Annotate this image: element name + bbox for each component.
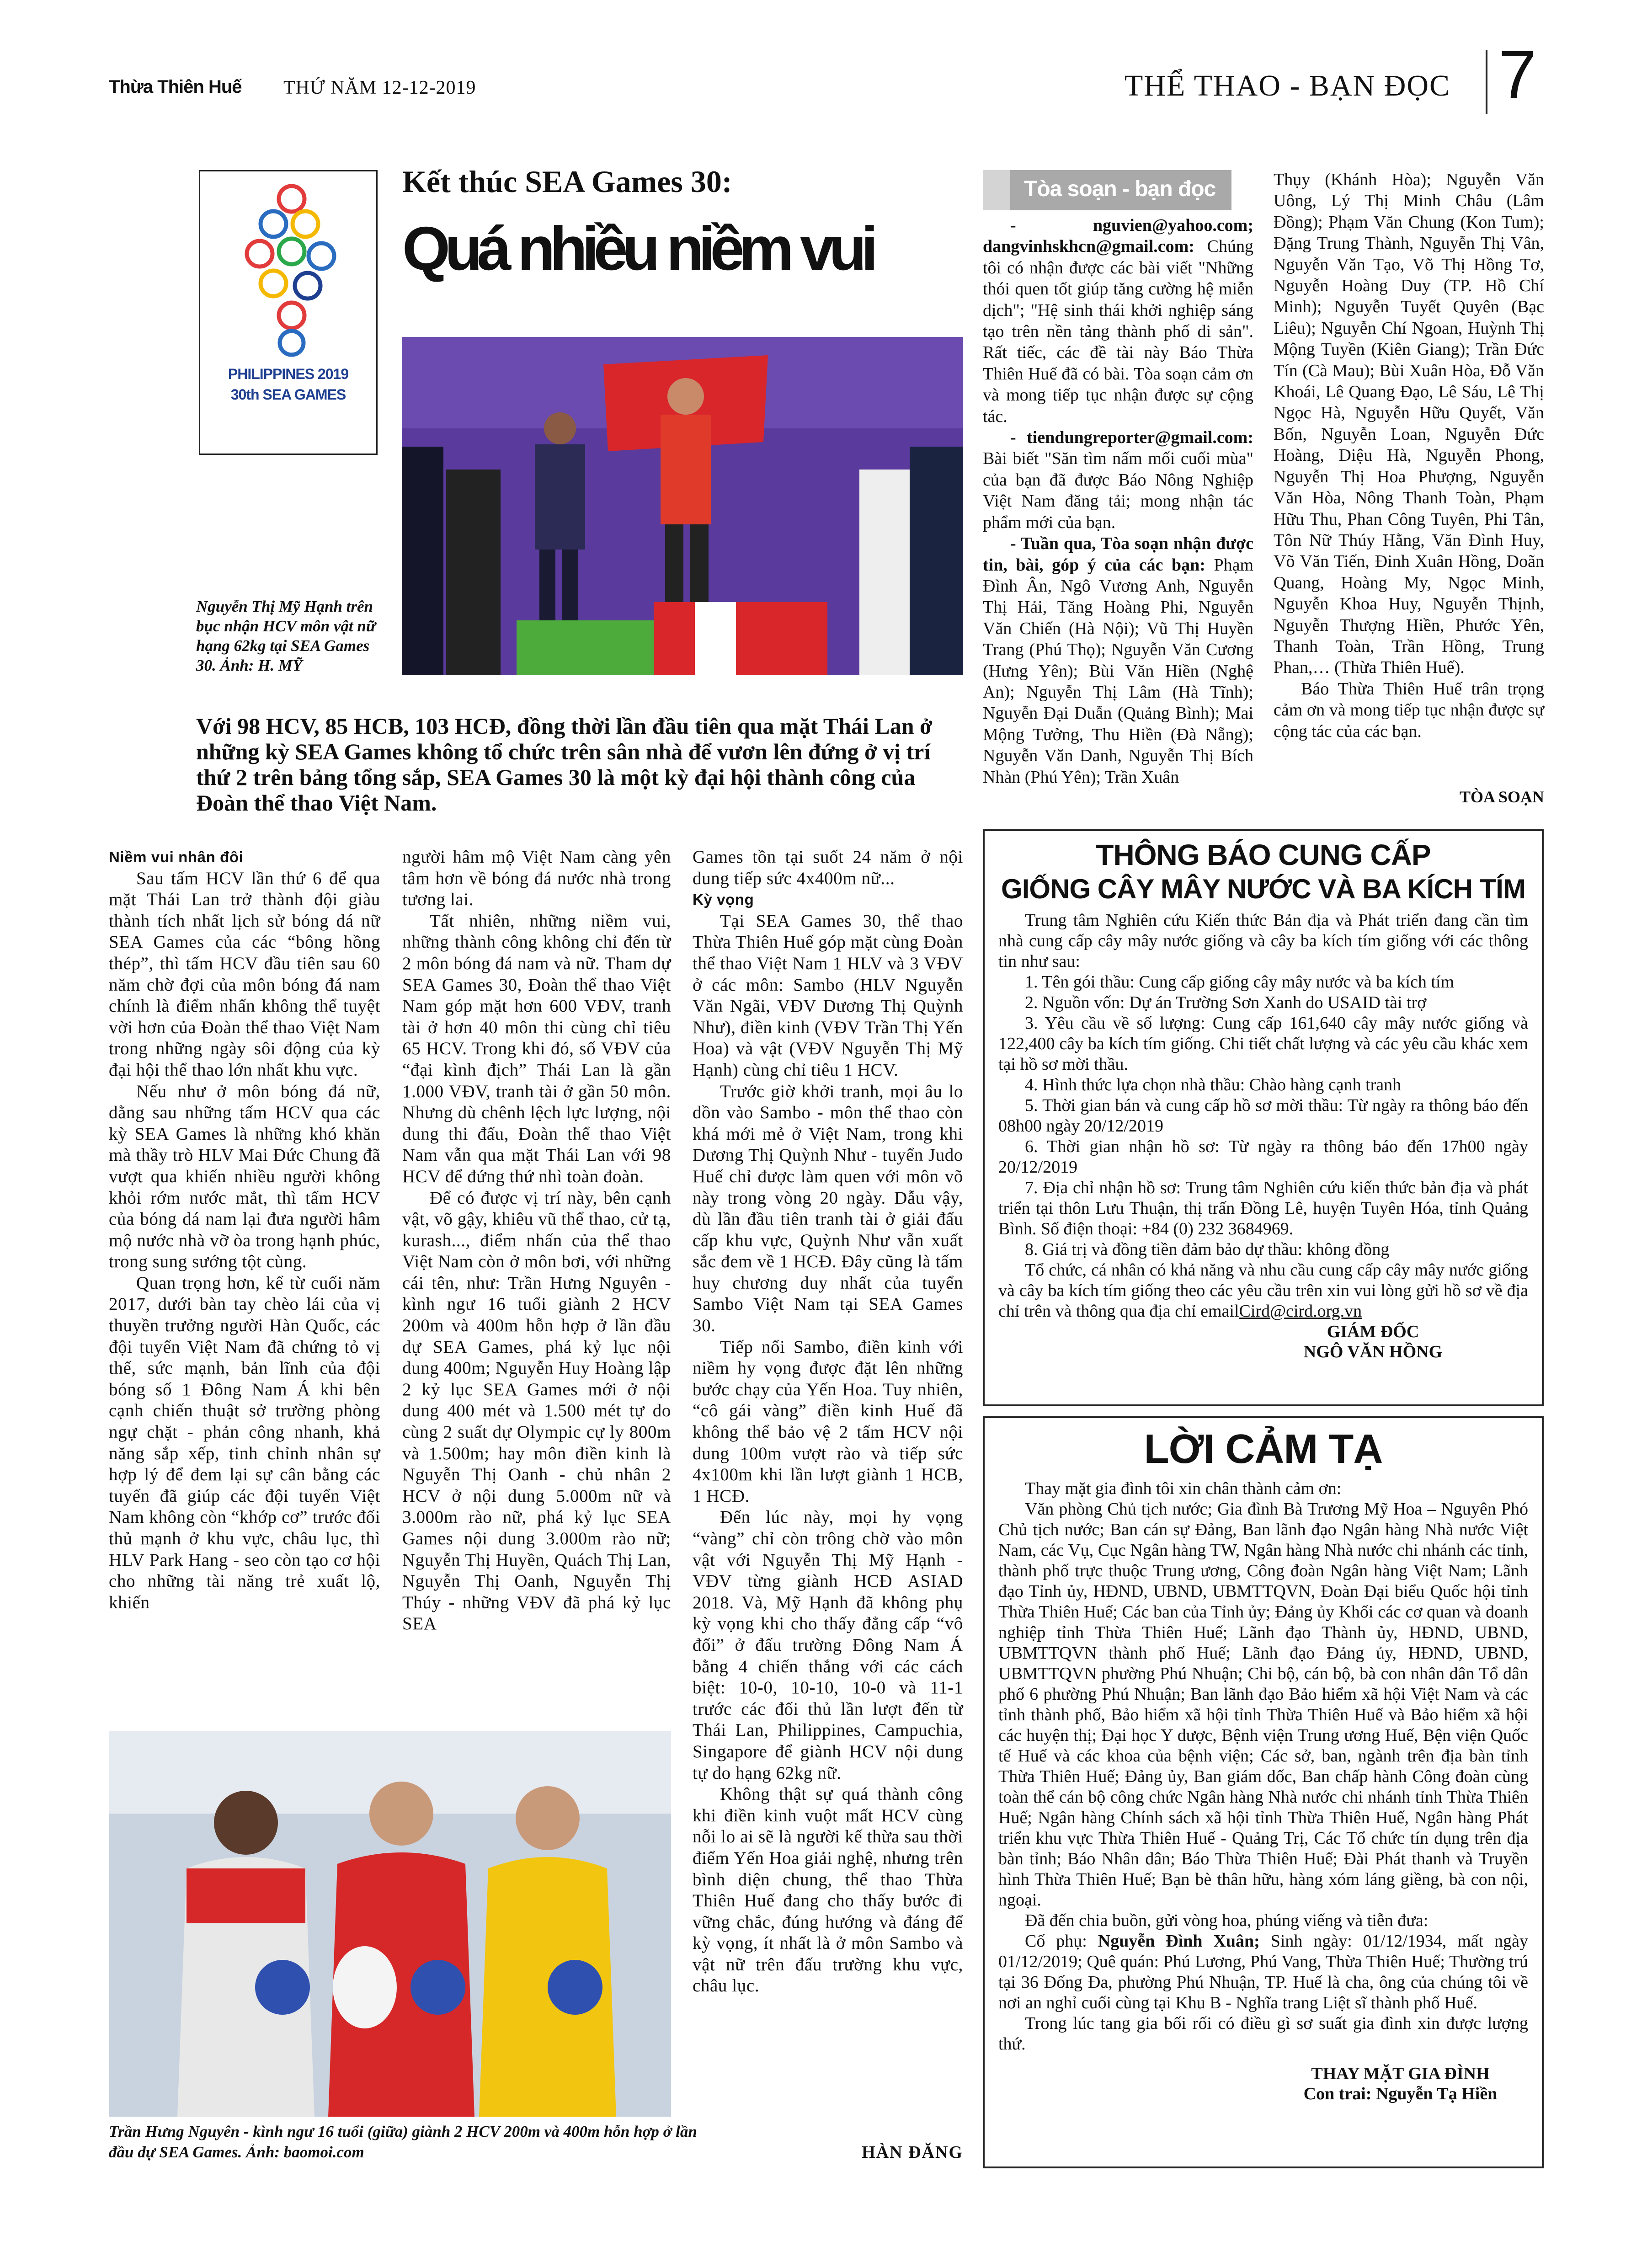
- divider: [1486, 50, 1487, 114]
- article-column-3: [693, 847, 963, 1997]
- section-tag-label: Tòa soạn - bạn đọc: [1024, 177, 1216, 201]
- notice-body: [985, 910, 1542, 1322]
- article-headline: Quá nhiều niềm vui: [402, 214, 873, 283]
- text: Báo Thừa Thiên Huế trân trọng cảm ơn và mong tiếp tục nhận được sự cộng tác của các bạn.: [1274, 679, 1544, 741]
- thanks-sign-name: Con trai: Nguyễn Tạ Hiền: [1303, 2084, 1498, 2103]
- text: Để có được vị trí này, bên cạnh vật, võ gậy, khiêu vũ thể thao, cử tạ, kurash..., điểm nhấn của thể thao Việt Nam còn ở môn bơi, với những cái tên, như: Trần Hưng Nguyên - kình ngư 16 tuổi giành 2 HCV 200m và 400m hỗn hợp ở lần đầu dự SEA Games, phá kỷ lục nội dung 400m; Nguyễn Huy Hoàng lập 2 kỷ lục SEA Games mới ở nội dung 400 mét và 1.500 mét tự do cùng 2 suất dự Olympic cự ly 800m và 1.500m; hay môn điền kinh là Nguyễn Thị Oanh - chủ nhân 2 HCV ở nội dung 5.000m nữ và 3.000m rào nữ, phá kỷ lục SEA Games nội dung 3.000m rào nữ; Nguyễn Thị Huyền, Quách Thị Lan, Nguyễn Thị Oanh, Nguyễn Thị Thúy - những VĐV đã phá kỷ lục SEA: [402, 1188, 671, 1634]
- paragraph: [402, 1188, 671, 1635]
- text: 7. Địa chỉ nhận hồ sơ: Trung tâm Nghiên cứu kiến thức bản địa và phát triển tại thôn Lưu Thuận, thị trấn Đồng Lê, huyện Tuyên Hóa, tỉnh Quảng Bình. Số điện thoại: +84 (0) 232 3684969.: [998, 1178, 1528, 1238]
- paragraph: [693, 1337, 963, 1507]
- sea-games-rings-icon: [223, 181, 356, 359]
- text: Đến lúc này, mọi hy vọng “vàng” chỉ còn trông chờ vào môn vật với Nguyễn Thị Mỹ Hạnh - VĐV từng giành HCĐ ASIAD 2018. Và, Mỹ Hạnh đã không phụ kỳ vọng khi cho thấy đẳng cấp “vô đối” ở đấu trường Đông Nam Á bằng 4 chiến thắng với các cách biệt: 10-0, 10-10, 10-0 và 11-1 trước các đối thủ lần lượt đến từ Thái Lan, Philippines, Campuchia, Singapore để giành HCV nội dung tự do hạng 62kg nữ.: [693, 1507, 963, 1783]
- bold-lead: Nguyễn Đình Xuân;: [1098, 1932, 1260, 1951]
- paragraph: [998, 2013, 1528, 2055]
- paragraph: [693, 847, 963, 889]
- notice-sign-name: NGÔ VĂN HỒNG: [1303, 1342, 1443, 1361]
- bold-lead: - tiendungreporter@gmail.com:: [1010, 428, 1253, 448]
- readers-column-1: [983, 215, 1253, 788]
- article-column-2: [402, 847, 671, 1635]
- subheading: [693, 889, 963, 911]
- section-title: THỂ THAO - BẠN ĐỌC: [1125, 69, 1451, 102]
- text: Bài biết "Săn tìm nấm mối cuối mùa" của bạn đã được Báo Nông Nghiệp Việt Nam đăng tải; mong nhận tác phẩm mới của bạn.: [983, 449, 1253, 532]
- thanks-body: [985, 1478, 1542, 2055]
- author-byline: HÀN ĐĂNG: [862, 2143, 963, 2162]
- paragraph: [109, 1273, 380, 1614]
- text: Quan trọng hơn, kể từ cuối năm 2017, dưới bàn tay chèo lái của vị thuyền trưởng người Hàn Quốc, các đội tuyển Việt Nam đã chứng tỏ vị thế, sức mạnh, bản lĩnh của đội bóng số 1 Đông Nam Á khi bên cạnh chiến thuật sở trường phòng ngự chặt - phản công nhanh, khả năng sắp xếp, tinh chỉnh nhân sự hợp lý để đem lại sự cân bằng các tuyến đã giúp các đội tuyển Việt Nam không còn “khớp cơ” trước đối thủ mạnh ở khu vực, châu lục, thì HLV Park Hang - seo còn tạo cơ hội cho những tài năng trẻ xuất lộ, khiến: [109, 1273, 380, 1612]
- article-lead: Với 98 HCV, 85 HCB, 103 HCĐ, đồng thời lần đầu tiên qua mặt Thái Lan ở những kỳ SEA Games không tổ chức trên sân nhà để vươn lên đứng ở vị trí thứ 2 trên bảng tổng sắp, SEA Games 30 là một kỳ đại hội thành công của Đoàn thể thao Việt Nam.: [196, 713, 933, 816]
- page-number: 7: [1498, 36, 1537, 113]
- paragraph: [998, 1137, 1528, 1178]
- paragraph: [998, 1178, 1528, 1239]
- bold-lead: - nguvien@yahoo.com; dangvinhskhcn@gmail.com:: [983, 216, 1253, 256]
- readers-column-2: [1274, 169, 1544, 742]
- notice-sign-title: GIÁM ĐỐC: [1327, 1322, 1419, 1341]
- text: 8. Giá trị và đồng tiền đảm bảo dự thầu: không đồng: [1025, 1239, 1390, 1259]
- text: Văn phòng Chủ tịch nước; Gia đình Bà Trương Mỹ Hoa – Nguyên Phó Chủ tịch nước; Ban cán sự Đảng, Ban lãnh đạo Ngân hàng Nhà nước Việt Nam, các Vụ, Cục Ngân hàng TW, Ngân hàng Nhà nước chi nhánh các tỉnh, thành phố trực thuộc Trung ương, Công đoàn Ngân hàng Việt Nam; Lãnh đạo Tỉnh ủy, HĐND, UBND, UBMTTQVN, Đoàn Đại biểu Quốc hội tỉnh Thừa Thiên Huế; Các ban của Tỉnh ủy; Đảng ủy Khối các cơ quan và doanh nghiệp tỉnh Thừa Thiên Huế; Lãnh đạo Thành ủy, HĐND, UBND, UBMTTQVN thành phố Huế; Lãnh đạo Đảng ủy, HĐND, UBND, UBMTTQVN phường Phú Nhuận; Chi bộ, cán bộ, bà con nhân dân Tổ dân phố 6 phường Phú Nhuận; Ban lãnh đạo Bảo hiểm xã hội Việt Nam và các tỉnh thành phố, Bảo hiểm xã hội tỉnh Thừa Thiên Huế và Bảo hiểm xã hội các huyện thị; Đại học Y dược, Bệnh viện Trung ương Huế, Bện viện Quốc tế Huế và các khoa của bệnh viện; Các sở, ban, ngành trên địa bàn tỉnh Thừa Thiên Huế; Đảng ủy, Ban giám dốc, Ban chấp hành Công đoàn cùng toàn thể cán bộ công chức Ngân hàng Nhà nước chi nhánh tỉnh Thừa Thiên Huế; Ngân hàng Chính sách xã hội tỉnh Thừa Thiên Huế, Ngân hàng Phát triển khu vực Thừa Thiên Huế - Quảng Trị, Các Tổ chức tín dụng trên địa bàn tỉnh; Báo Nhân dân; Báo Thừa Thiên Huế; Đài Phát thanh và Truyền hình Thừa Thiên Huế; Bạn bè thân hữu, hàng xóm láng giềng, bà con nội, ngoại.: [998, 1500, 1528, 1910]
- sea-games-logo: [199, 170, 378, 455]
- paragraph: [693, 1081, 963, 1337]
- text: Không thật sự quá thành công khi điền kinh vuột mất HCV cùng nỗi lo ai sẽ là người kế thừa sau thời điểm Yến Hoa giải nghệ, nhưng trên bình diện chung, thể thao Thừa Thiên Huế đang cho thấy bước đi vững chắc, đúng hướng và đáng để kỳ vọng, ít nhất là ở môn Sambo và vật nữ trên đấu trường khu vực, châu lục.: [693, 1784, 963, 1996]
- bold-lead: - Tuần qua, Tòa soạn nhận được tin, bài, góp ý của các bạn:: [983, 534, 1253, 575]
- text: 4. Hình thức lựa chọn nhà thầu: Chào hàng cạnh tranh: [1025, 1075, 1402, 1094]
- text: Cố phụ:: [1025, 1932, 1098, 1951]
- notice-title: THÔNG BÁO CUNG CẤP: [1096, 838, 1431, 871]
- text: Đã đến chia buồn, gửi vòng hoa, phúng viếng và tiễn đưa:: [1025, 1911, 1428, 1930]
- text: Tổ chức, cá nhân có khả năng và nhu cầu cung cấp cây mây nước giống và cây ba kích tím giống theo các yêu cầu trên xin vui lòng gửi hồ sơ về địa chỉ trên và thông qua địa chỉ email: [998, 1260, 1528, 1321]
- thanks-sign-title: THAY MẶT GIA ĐÌNH: [1311, 2064, 1490, 2083]
- text: Tất nhiên, những niềm vui, những thành công không chỉ đến từ 2 môn bóng đá nam và nữ. Tham dự SEA Games 30, Đoàn thể thao Việt Nam góp mặt hơn 600 VĐV, tranh tài ở hơn 40 môn thi cùng chỉ tiêu 65 HCV. Trong khi đó, số VĐV của “đại kình địch” Thái Lan là gần 1.000 VĐV, tranh tài ở gần 50 môn. Nhưng dù chênh lệch lực lượng, nội dung thi đấu, Đoàn thể thao Việt Nam vẫn qua mặt Thái Lan với 98 HCV để đứng thứ nhì toàn đoàn.: [402, 911, 671, 1186]
- thanks-title: LỜI CẢM TẠ: [1144, 1426, 1383, 1472]
- text: Thụy (Khánh Hòa); Nguyễn Văn Uông, Lý Thị Minh Châu (Lâm Đồng); Phạm Văn Chung (Kon Tum); Đặng Trung Thành, Nguyễn Thị Vân, Nguyễn Văn Tạo, Võ Thị Hồng Tơ, Nguyễn Hoàng Duy (TP. Hồ Chí Minh); Nguyễn Tuyết Quyên (Bạc Liêu); Nguyễn Chí Ngoan, Huỳnh Thị Mộng Tuyền (Kiên Giang); Trần Đức Tín (Cà Mau); Bùi Xuân Hòa, Đỗ Văn Khoái, Lê Quang Đạo, Lê Sáu, Lê Thị Ngọc Hà, Nguyễn Hữu Quyết, Văn Bốn, Nguyễn Loan, Nguyễn Đức Hoàng, Diệu Hà, Nguyễn Phong, Nguyễn Thị Hoa Phượng, Nguyễn Văn Hòa, Nông Thanh Toàn, Phạm Hữu Thu, Phan Công Tuyên, Phi Tân, Tôn Nữ Thúy Hằng, Văn Đình Huy, Võ Văn Tiến, Đinh Xuân Hồng, Doãn Quang, Hoàng My, Ngọc Minh, Nguyễn Khoa Huy, Nguyễn Thịnh, Nguyễn Thượng Hiền, Phước Yên, Thanh Toàn, Trần Hồng, Trung Phan,… (Thừa Thiên Huế).: [1274, 170, 1544, 678]
- swimmers-podium-photo: [109, 1731, 671, 2117]
- issue-date: THỨ NĂM 12-12-2019: [283, 77, 476, 98]
- text: Trung tâm Nghiên cứu Kiến thức Bản địa và Phát triển đang cần tìm nhà cung cấp cây mây nước giống và cây ba kích tím giống với các thông tin như sau:: [998, 910, 1528, 971]
- email-link[interactable]: Cird@cird.org.vn: [1239, 1301, 1362, 1321]
- thanks-notice-ad: [983, 1416, 1544, 2168]
- logo-text: PHILIPPINES 2019: [228, 366, 349, 382]
- text: người hâm mộ Việt Nam càng yên tâm hơn về bóng đá nước nhà trong tương lai.: [402, 847, 671, 910]
- section-tag: [983, 170, 1231, 210]
- paragraph: [402, 911, 671, 1188]
- readers-signature: TÒA SOẠN: [1459, 788, 1544, 806]
- paragraph: [998, 1478, 1528, 1499]
- paragraph: [998, 1013, 1528, 1075]
- notice-title: GIỐNG CÂY MÂY NƯỚC VÀ BA KÍCH TÍM: [1001, 873, 1525, 904]
- masthead: Thừa Thiên Huế: [109, 77, 242, 97]
- text: Games tồn tại suốt 24 năm ở nội dung tiếp sức 4x400m nữ...: [693, 847, 963, 888]
- text: Tiếp nối Sambo, điền kinh với niềm hy vọng được đặt lên những bước chạy của Yến Hoa. Tuy nhiên, “cô gái vàng” điền kinh Huế đã không thể bảo vệ 2 tấm HCV nội dung 100m vượt rào và tiếp sức 4x100m khi lần lượt giành 1 HCB, 1 HCĐ.: [693, 1337, 963, 1506]
- paragraph: [983, 215, 1253, 427]
- paragraph: [998, 910, 1528, 972]
- paragraph: [998, 1931, 1528, 2013]
- photo-caption: Nguyễn Thị Mỹ Hạnh trên bục nhận HCV môn vật nữ hạng 62kg tại SEA Games 30. Ảnh: H. MỸ: [196, 598, 376, 674]
- paragraph: [998, 1075, 1528, 1095]
- paragraph: [998, 1499, 1528, 1910]
- logo-text: 30th SEA GAMES: [230, 386, 346, 403]
- paragraph: [983, 427, 1253, 533]
- text: 5. Thời gian bán và cung cấp hồ sơ mời thầu: Từ ngày ra thông báo đến 08h00 ngày 20/12/2019: [998, 1095, 1528, 1136]
- paragraph: [109, 1081, 380, 1273]
- paragraph: [693, 911, 963, 1081]
- text: 3. Yêu cầu về số lượng: Cung cấp 161,640 cây mây nước giống và 122,400 cây ba kích tím giống. Chi tiết chất lượng và các yêu cầu khác xem tại hồ sơ mời thầu.: [998, 1013, 1528, 1074]
- article-column-1: [109, 847, 380, 1613]
- paragraph: [109, 868, 380, 1081]
- paragraph: [402, 847, 671, 911]
- paragraph: [693, 1784, 963, 1997]
- paragraph: [998, 972, 1528, 993]
- text: Trước giờ khởi tranh, mọi âu lo dồn vào Sambo - môn thể thao còn khá mới mẻ ở Việt Nam, trong khi Dương Thị Quỳnh Như - tuyển Judo Huế chỉ được làm quen với môn võ này trong vòng 20 ngày. Dẫu vậy, dù lần đầu tiên tranh tài ở giải đấu cấp khu vực, Quỳnh Như vẫn xuất sắc đem về 1 HCĐ. Đây cũng là tấm huy chương duy nhất của tuyển Sambo Việt Nam tại SEA Games 30.: [693, 1081, 963, 1336]
- paragraph: [998, 993, 1528, 1013]
- paragraph: [998, 1095, 1528, 1137]
- text: Kỳ vọng: [693, 891, 754, 908]
- text: Thay mặt gia đình tôi xin chân thành cảm ơn:: [1025, 1479, 1342, 1498]
- text: Phạm Đình Ân, Ngô Vương Anh, Nguyễn Thị Hải, Tăng Hoàng Phi, Nguyễn Văn Chiến (Hà Nội); Vũ Thị Huyền Trang (Phú Thọ); Nguyễn Văn Cương (Hưng Yên); Bùi Văn Hiền (Nghệ An); Nguyễn Thị Lâm (Hà Tĩnh); Nguyễn Đại Duẫn (Quảng Bình); Mai Mộng Tưởng, Thu Hiền (Đà Nẵng); Nguyễn Văn Danh, Nguyễn Thị Bích Nhàn (Phú Yên); Trần Xuân: [983, 555, 1253, 787]
- text: Tại SEA Games 30, thể thao Thừa Thiên Huế góp mặt cùng Đoàn thể thao Việt Nam 1 HLV và 3 VĐV ở các môn: Sambo (HLV Nguyễn Văn Ngãi, VĐV Dương Thị Quỳnh Như), điền kinh (VĐV Trần Thị Yến Hoa) và vật (VĐV Nguyễn Thị Mỹ Hạnh) cùng chỉ tiêu 1 HCV.: [693, 911, 963, 1080]
- text: Sinh ngày: 01/12/1934, mất ngày 01/12/2019; Quê quán: Phú Lương, Phú Vang, Thừa Thiên Huế; Thường trú tại 36 Đống Đa, phường Phú Nhuận, TP. Huế là cha, ông của chúng tôi về nơi an nghỉ cuối cùng tại Khu B - Nghĩa trang Liệt sĩ thành phố Huế.: [998, 1932, 1528, 2012]
- paragraph: [998, 1239, 1528, 1260]
- text: Trong lúc tang gia bối rối có điều gì sơ suất gia đình xin được lượng thứ.: [998, 2014, 1528, 2054]
- text: Sau tấm HCV lần thứ 6 để qua mặt Thái Lan trở thành đội giàu thành tích nhất lịch sử bóng dá nữ SEA Games của các “bông hồng thép”, thì tấm HCV đầu tiên sau 60 năm chờ đợi của môn bóng đá nam chính là điểm nhấn không thể tuyệt vời hơn của Đoàn thể thao Việt Nam trong những ngày sôi động của kỳ đại hội thể thao lớn nhất khu vực.: [109, 868, 380, 1080]
- subheading: [109, 847, 380, 868]
- supply-notice-ad: [983, 829, 1544, 1406]
- paragraph: [998, 1260, 1528, 1322]
- text: 2. Nguồn vốn: Dự án Trường Sơn Xanh do USAID tài trợ: [1025, 993, 1427, 1012]
- paragraph: [998, 1910, 1528, 1931]
- paragraph: [983, 533, 1253, 788]
- medal-ceremony-photo: [402, 337, 963, 675]
- text: 1. Tên gói thầu: Cung cấp giống cây mây nước và ba kích tím: [1025, 972, 1455, 992]
- paragraph: [693, 1507, 963, 1784]
- paragraph: [1274, 678, 1544, 742]
- text: Chúng tôi có nhận được các bài viết "Những thói quen tốt giúp tăng cường hệ miễn dịch"; "Hệ sinh thái khởi nghiệp sáng tạo trên nền tảng thành phố di sản". Rất tiếc, các đề tài này Báo Thừa Thiên Huế đã có bài. Tòa soạn cảm ơn và mong tiếp tục nhận được sự cộng tác.: [983, 237, 1253, 426]
- photo-caption: Trần Hưng Nguyên - kình ngư 16 tuổi (giữa) giành 2 HCV 200m và 400m hỗn hợp ở lần đầu dự SEA Games. Ảnh: baomoi.com: [109, 2123, 697, 2161]
- text: Niềm vui nhân đôi: [109, 848, 244, 865]
- text: Nếu như ở môn bóng đá nữ, dằng sau những tấm HCV qua các kỳ SEA Games là những khó khăn mà thầy trò HLV Mai Đức Chung đã vượt qua khiến nhiều người không khỏi rớm nước mắt, thì tấm HCV của bóng dá nam lại đưa người hâm mộ nước nhà vỡ òa trong hạnh phúc, trong sung sướng tột cùng.: [109, 1081, 380, 1272]
- article-kicker: Kết thúc SEA Games 30:: [402, 164, 732, 199]
- text: 6. Thời gian nhận hồ sơ: Từ ngày ra thông báo đến 17h00 ngày 20/12/2019: [998, 1137, 1528, 1177]
- paragraph: [1274, 169, 1544, 678]
